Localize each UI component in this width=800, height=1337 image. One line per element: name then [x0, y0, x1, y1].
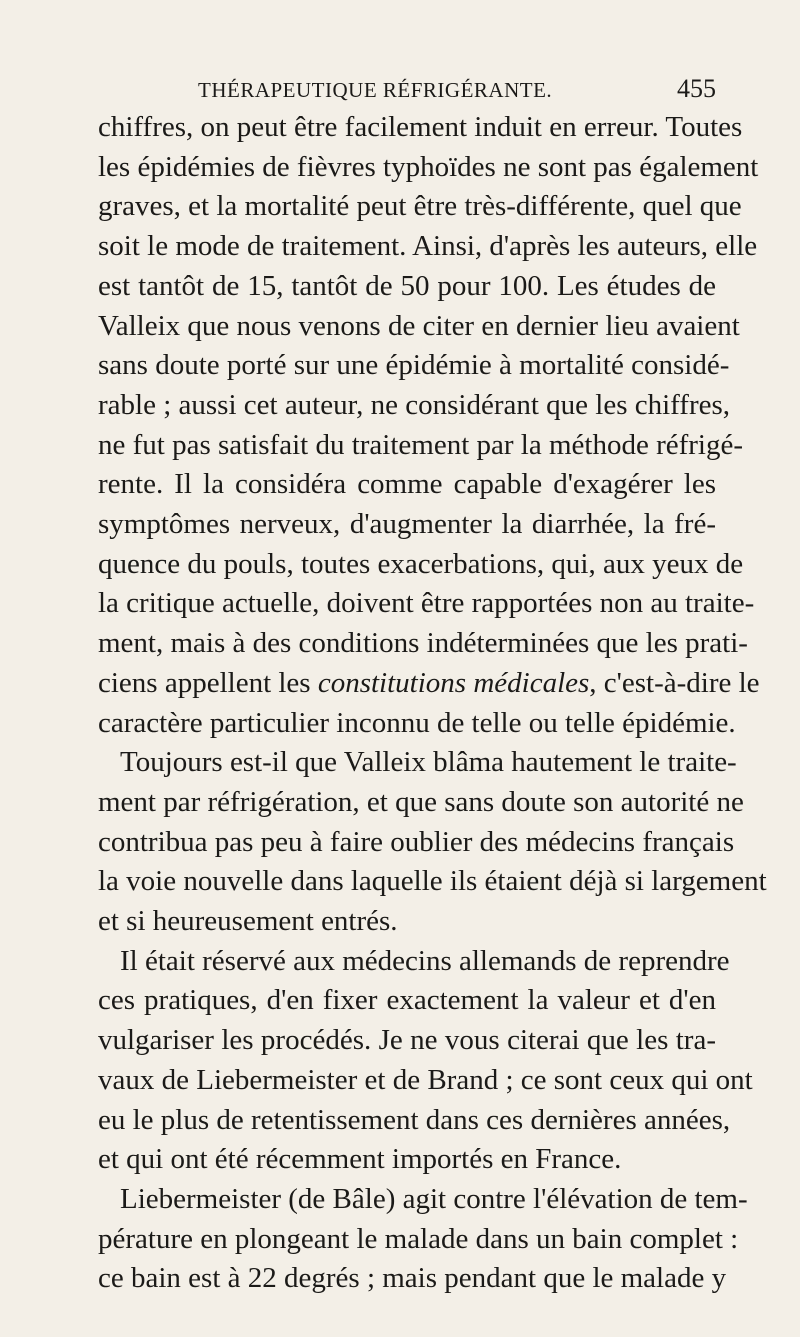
- text-line: eu le plus de retentissement dans ces dernières années,: [98, 1103, 731, 1136]
- text-line: chiffres, on peut être facilement induit en erreur. Toutes: [98, 111, 743, 143]
- text-line: caractère particulier inconnu de telle ou telle épidémie.: [98, 706, 736, 739]
- text-line: Liebermeister (de Bâle) agit contre l'élévation de tem-: [120, 1182, 748, 1215]
- running-title: THÉRAPEUTIQUE RÉFRIGÉRANTE.: [198, 78, 553, 102]
- text-line: Valleix que nous venons de citer en dernier lieu avaient: [98, 309, 740, 342]
- text-line: ne fut pas satisfait du traitement par la méthode réfrigé-: [98, 428, 743, 461]
- text-fragment: ciens appellent les: [98, 666, 318, 699]
- paragraph-4: [98, 1180, 748, 1299]
- paragraph-2: [98, 743, 767, 942]
- text-line: soit le mode de traitement. Ainsi, d'après les auteurs, elle: [98, 230, 758, 263]
- text-line: rable ; aussi cet auteur, ne considérant que les chiffres,: [98, 388, 731, 421]
- italic-term: constitutions médicales: [317, 666, 590, 699]
- text-line: quence du pouls, toutes exacerbations, qui, aux yeux de: [98, 547, 744, 580]
- text-line: et qui ont été récemment importés en France.: [98, 1143, 622, 1176]
- page-header: [100, 72, 716, 106]
- text-line: vulgariser les procédés. Je ne vous citerai que les tra-: [98, 1024, 716, 1057]
- text-line: rente. Il la considéra comme capable d'exagérer les: [98, 468, 716, 501]
- text-line: sans doute porté sur une épidémie à mortalité considé-: [98, 349, 730, 382]
- paragraph-1: [98, 108, 760, 743]
- text-line: symptômes nerveux, d'augmenter la diarrhée, la fré-: [98, 508, 716, 541]
- text-line: les épidémies de fièvres typhoïdes ne sont pas également: [98, 150, 759, 183]
- paragraph-3: [98, 942, 753, 1180]
- text-line-with-italic: [98, 664, 760, 704]
- page-number: 455: [677, 74, 716, 103]
- text-line: Il était réservé aux médecins allemands de reprendre: [120, 944, 730, 977]
- text-line: est tantôt de 15, tantôt de 50 pour 100. Les études de: [98, 269, 716, 302]
- text-line: la critique actuelle, doivent être rapportées non au traite-: [98, 587, 755, 620]
- body-text: [98, 108, 767, 1299]
- text-line: ment, mais à des conditions indéterminées que les prati-: [98, 627, 748, 660]
- text-line: ce bain est à 22 degrés ; mais pendant que le malade y: [98, 1262, 727, 1295]
- text-line: ces pratiques, d'en fixer exactement la valeur et d'en: [98, 984, 716, 1017]
- text-line: la voie nouvelle dans laquelle ils étaient déjà si largement: [98, 865, 767, 898]
- text-line: contribua pas peu à faire oublier des médecins français: [98, 825, 735, 858]
- text-line: ment par réfrigération, et que sans doute son autorité ne: [98, 785, 744, 818]
- text-line: Toujours est-il que Valleix blâma hautement le traite-: [120, 746, 737, 779]
- text-line: pérature en plongeant le malade dans un bain complet :: [98, 1222, 739, 1255]
- text-fragment: , c'est-à-dire le: [589, 666, 760, 699]
- text-line: vaux de Liebermeister et de Brand ; ce sont ceux qui ont: [98, 1063, 753, 1096]
- text-line: graves, et la mortalité peut être très-différente, quel que: [98, 190, 742, 223]
- text-line: et si heureusement entrés.: [98, 905, 398, 938]
